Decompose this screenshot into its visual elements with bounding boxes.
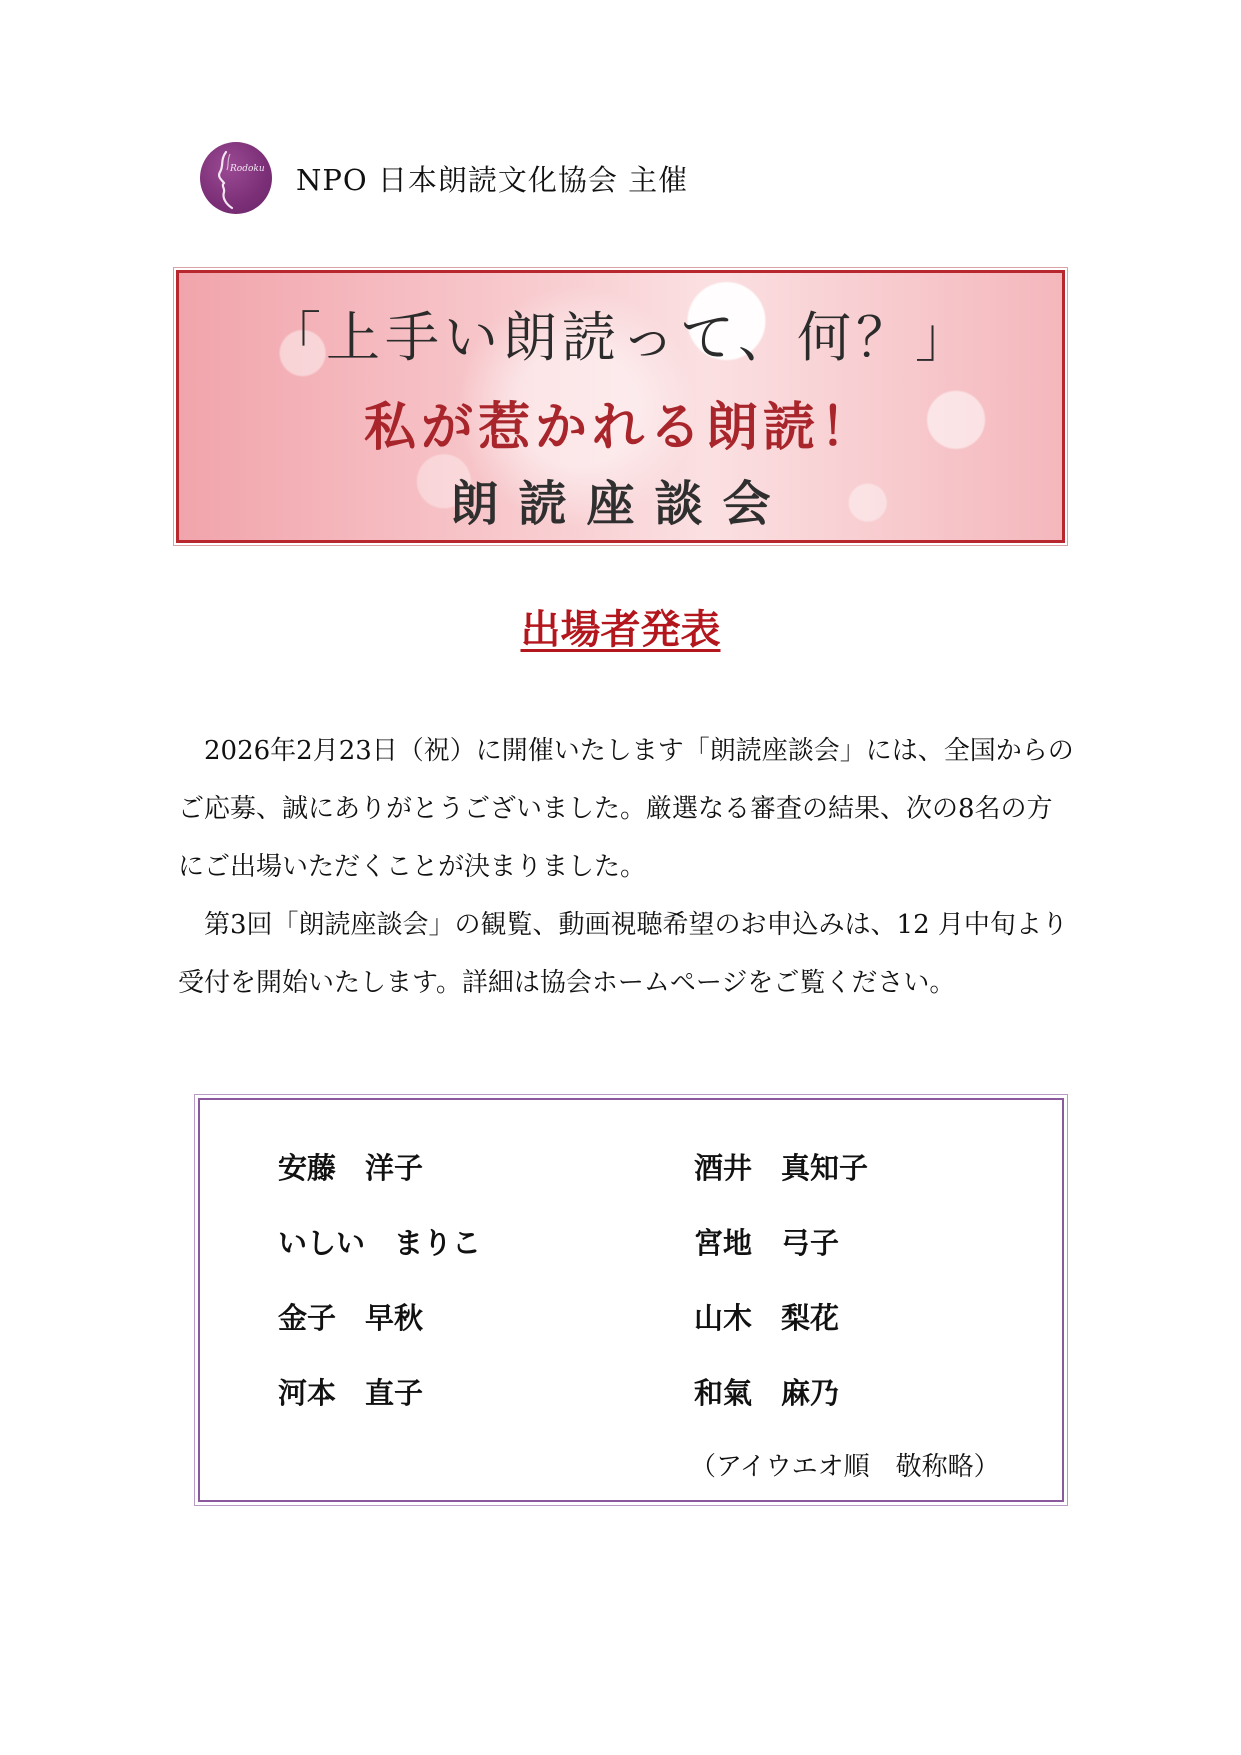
banner-subheadline: 私が惹かれる朗読！ xyxy=(363,398,877,458)
announcement-body xyxy=(178,722,1078,1012)
logo-text: Rodoku xyxy=(230,164,265,174)
ordering-note: （アイウエオ順 敬称略） xyxy=(690,1452,1000,1482)
body-paragraph: 2026年2月23日（祝）に開催いたします「朗読座談会」には、全国からのご応募、誠にありがとうございました。厳選なる審査の結果、次の8名の方にご出場いただくことが決まりました。 xyxy=(178,736,1074,882)
announcement-title xyxy=(0,598,1241,655)
participant-name: 宮地 弓子 xyxy=(694,1226,840,1260)
event-banner xyxy=(176,270,1065,543)
participant-name: 金子 早秋 xyxy=(278,1301,424,1335)
participants-box xyxy=(198,1098,1064,1502)
participant-name: いしい まりこ xyxy=(278,1226,482,1260)
announcement-title-text: 出場者発表 xyxy=(520,607,721,653)
organization-logo xyxy=(200,142,272,214)
banner-headline: 「上手い朗読って、何？」 xyxy=(267,306,974,369)
participant-name: 和氣 麻乃 xyxy=(694,1376,840,1410)
participant-name: 安藤 洋子 xyxy=(278,1151,424,1185)
participant-name: 河本 直子 xyxy=(278,1376,424,1410)
banner-event-name: 朗読座談会 xyxy=(450,476,791,532)
participant-name: 酒井 真知子 xyxy=(694,1151,869,1185)
header xyxy=(200,142,688,214)
profile-silhouette-icon xyxy=(200,142,272,214)
body-paragraph: 第3回「朗読座談会」の観覧、動画視聴希望のお申込みは、12 月中旬より受付を開始いたします。詳細は協会ホームページをご覧ください。 xyxy=(178,910,1068,998)
organizer-title: NPO 日本朗読文化協会 主催 xyxy=(296,162,689,197)
participant-name: 山木 梨花 xyxy=(694,1301,840,1335)
